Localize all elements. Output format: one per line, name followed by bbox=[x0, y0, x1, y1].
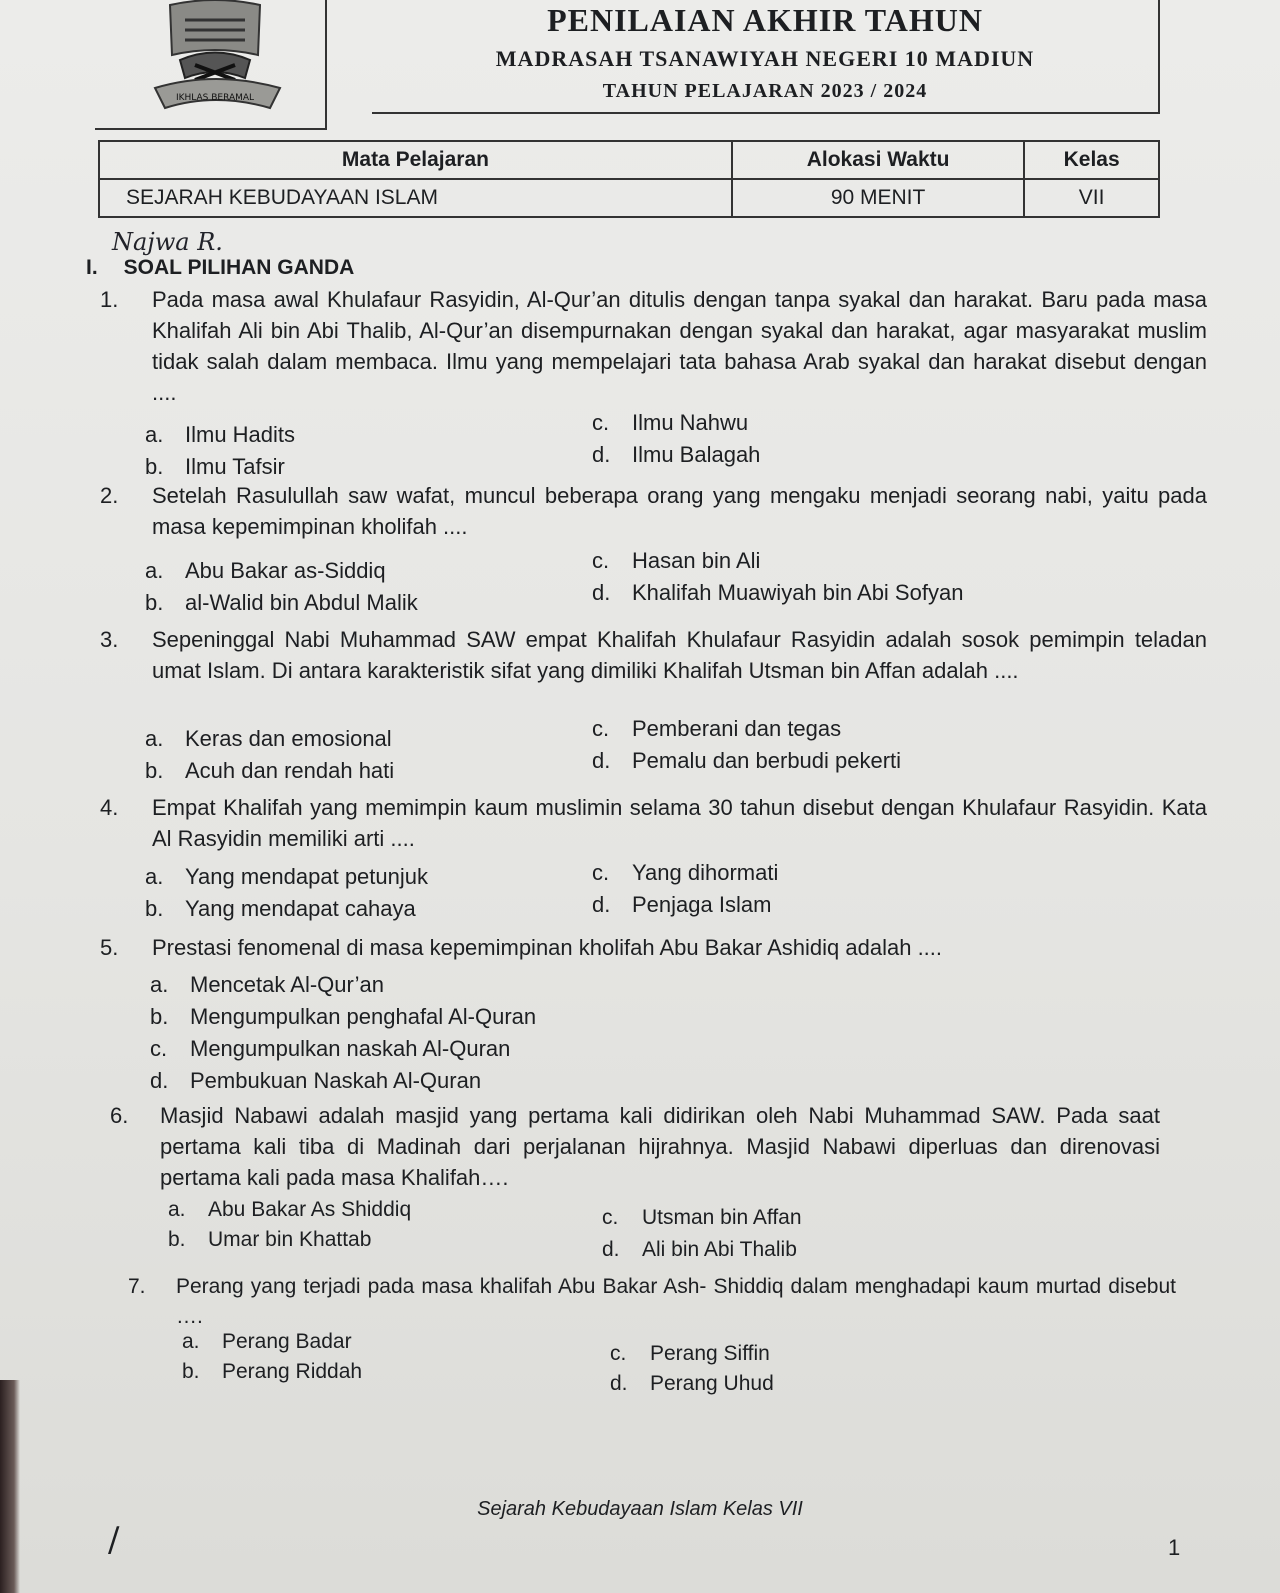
ministry-logo bbox=[95, 0, 327, 130]
q6-option-b[interactable]: b. Umar bin Khattab bbox=[168, 1228, 372, 1251]
q7-option-b[interactable]: b. Perang Riddah bbox=[182, 1360, 363, 1383]
book-emblem-icon bbox=[140, 0, 290, 126]
question-number: 7. bbox=[128, 1275, 146, 1298]
question-number: 1. bbox=[100, 287, 119, 312]
handwritten-student-name: Najwa R. bbox=[112, 228, 223, 256]
pen-mark-icon: / bbox=[108, 1520, 120, 1560]
q1-option-c[interactable]: c. Ilmu Nahwu bbox=[592, 410, 749, 435]
q6-option-a[interactable]: a. Abu Bakar As Shiddiq bbox=[168, 1198, 412, 1221]
q3-option-c[interactable]: c. Pemberani dan tegas bbox=[592, 716, 842, 741]
page-edge-shadow bbox=[0, 1380, 20, 1593]
question-number: 3. bbox=[100, 627, 119, 652]
question-5 bbox=[100, 932, 1207, 963]
q3-option-d[interactable]: d. Pemalu dan berbudi pekerti bbox=[592, 748, 902, 773]
q3-option-b[interactable]: b. Acuh dan rendah hati bbox=[145, 758, 395, 783]
q2-option-a[interactable]: a. Abu Bakar as-Siddiq bbox=[145, 558, 386, 583]
exam-title: PENILAIAN AKHIR TAHUN bbox=[547, 2, 983, 38]
q4-option-d[interactable]: d. Penjaga Islam bbox=[592, 892, 772, 917]
q4-option-c[interactable]: c. Yang dihormati bbox=[592, 860, 779, 885]
q1-option-a[interactable]: a. Ilmu Hadits bbox=[145, 422, 296, 447]
question-stem: Sepeninggal Nabi Muhammad SAW empat Khalifah Khulafaur Rasyidin adalah sosok pemimpin teladan umat Islam. Di antara karakteristik sifat yang dimiliki Khalifah Utsman bin Affan adalah .... bbox=[152, 627, 1207, 683]
question-stem: Pada masa awal Khulafaur Rasyidin, Al-Qur’an ditulis dengan tanpa syakal dan harakat. Baru pada masa Khalifah Ali bin Abi Thalib, Al-Qur’an disempurnakan dengan syakal dan harakat, agar masyarakat muslim tidak salah dalam membaca. Ilmu yang mempelajari tata bahasa Arab syakal dan harakat disebut dengan .... bbox=[152, 287, 1207, 405]
question-number: 4. bbox=[100, 795, 119, 820]
question-number: 6. bbox=[110, 1103, 129, 1128]
question-6 bbox=[110, 1100, 1160, 1193]
q5-option-c[interactable]: c. Mengumpulkan naskah Al-Quran bbox=[150, 1036, 511, 1061]
header-time: Alokasi Waktu bbox=[732, 141, 1024, 179]
question-stem: Masjid Nabawi adalah masjid yang pertama kali didirikan oleh Nabi Muhammad SAW. Pada saat pertama kali tiba di Madinah dari perjalanan hijrahnya. Masjid Nabawi diperluas dan direnovasi pertama kali pada masa Khalifah…. bbox=[160, 1103, 1160, 1190]
question-1 bbox=[100, 284, 1207, 408]
question-7 bbox=[128, 1272, 1176, 1332]
header-class: Kelas bbox=[1024, 141, 1159, 179]
q4-option-b[interactable]: b. Yang mendapat cahaya bbox=[145, 896, 416, 921]
section-number: I. bbox=[86, 256, 98, 279]
q6-option-c[interactable]: c. Utsman bin Affan bbox=[602, 1206, 802, 1229]
header-title-box bbox=[372, 0, 1160, 114]
section-title: SOAL PILIHAN GANDA bbox=[123, 256, 355, 279]
page-number: 1 bbox=[1168, 1535, 1181, 1560]
q6-option-d[interactable]: d. Ali bin Abi Thalib bbox=[602, 1238, 797, 1261]
question-4 bbox=[100, 792, 1207, 854]
value-class: VII bbox=[1024, 179, 1159, 217]
question-2 bbox=[100, 480, 1207, 542]
q4-option-a[interactable]: a. Yang mendapat petunjuk bbox=[145, 864, 428, 889]
footer-subject: Sejarah Kebudayaan Islam Kelas VII bbox=[477, 1498, 803, 1520]
value-time: 90 MENIT bbox=[732, 179, 1024, 217]
header-subject: Mata Pelajaran bbox=[99, 141, 732, 179]
q7-option-a[interactable]: a. Perang Badar bbox=[182, 1330, 352, 1353]
logo-motto: IKHLAS BERAMAL bbox=[175, 93, 255, 103]
question-3 bbox=[100, 624, 1207, 686]
q5-option-a[interactable]: a. Mencetak Al-Qur’an bbox=[150, 972, 385, 997]
q2-option-b[interactable]: b. al-Walid bin Abdul Malik bbox=[145, 590, 418, 615]
question-number: 2. bbox=[100, 483, 119, 508]
question-number: 5. bbox=[100, 935, 119, 960]
section-heading bbox=[86, 256, 354, 280]
q3-option-a[interactable]: a. Keras dan emosional bbox=[145, 726, 392, 751]
question-stem: Perang yang terjadi pada masa khalifah Abu Bakar Ash- Shiddiq dalam menghadapi kaum murtad disebut …. bbox=[176, 1275, 1176, 1328]
school-name: MADRASAH TSANAWIYAH NEGERI 10 MADIUN bbox=[495, 46, 1035, 71]
q7-option-c[interactable]: c. Perang Siffin bbox=[610, 1342, 770, 1365]
q7-option-d[interactable]: d. Perang Uhud bbox=[610, 1372, 774, 1395]
exam-info-table bbox=[98, 140, 1160, 218]
q2-option-d[interactable]: d. Khalifah Muawiyah bin Abi Sofyan bbox=[592, 580, 964, 605]
value-subject: SEJARAH KEBUDAYAAN ISLAM bbox=[99, 179, 732, 217]
q5-option-b[interactable]: b. Mengumpulkan penghafal Al-Quran bbox=[150, 1004, 537, 1029]
academic-year: TAHUN PELAJARAN 2023 / 2024 bbox=[602, 80, 928, 102]
q2-option-c[interactable]: c. Hasan bin Ali bbox=[592, 548, 761, 573]
q5-option-d[interactable]: d. Pembukuan Naskah Al-Quran bbox=[150, 1068, 482, 1093]
q1-option-b[interactable]: b. Ilmu Tafsir bbox=[145, 454, 285, 479]
question-stem: Prestasi fenomenal di masa kepemimpinan kholifah Abu Bakar Ashidiq adalah .... bbox=[152, 935, 943, 960]
q1-option-d[interactable]: d. Ilmu Balagah bbox=[592, 442, 761, 467]
question-stem: Setelah Rasulullah saw wafat, muncul beberapa orang yang mengaku menjadi seorang nabi, yaitu pada masa kepemimpinan kholifah .... bbox=[152, 483, 1207, 539]
question-stem: Empat Khalifah yang memimpin kaum muslimin selama 30 tahun disebut dengan Khulafaur Rasyidin. Kata Al Rasyidin memiliki arti .... bbox=[152, 795, 1207, 851]
